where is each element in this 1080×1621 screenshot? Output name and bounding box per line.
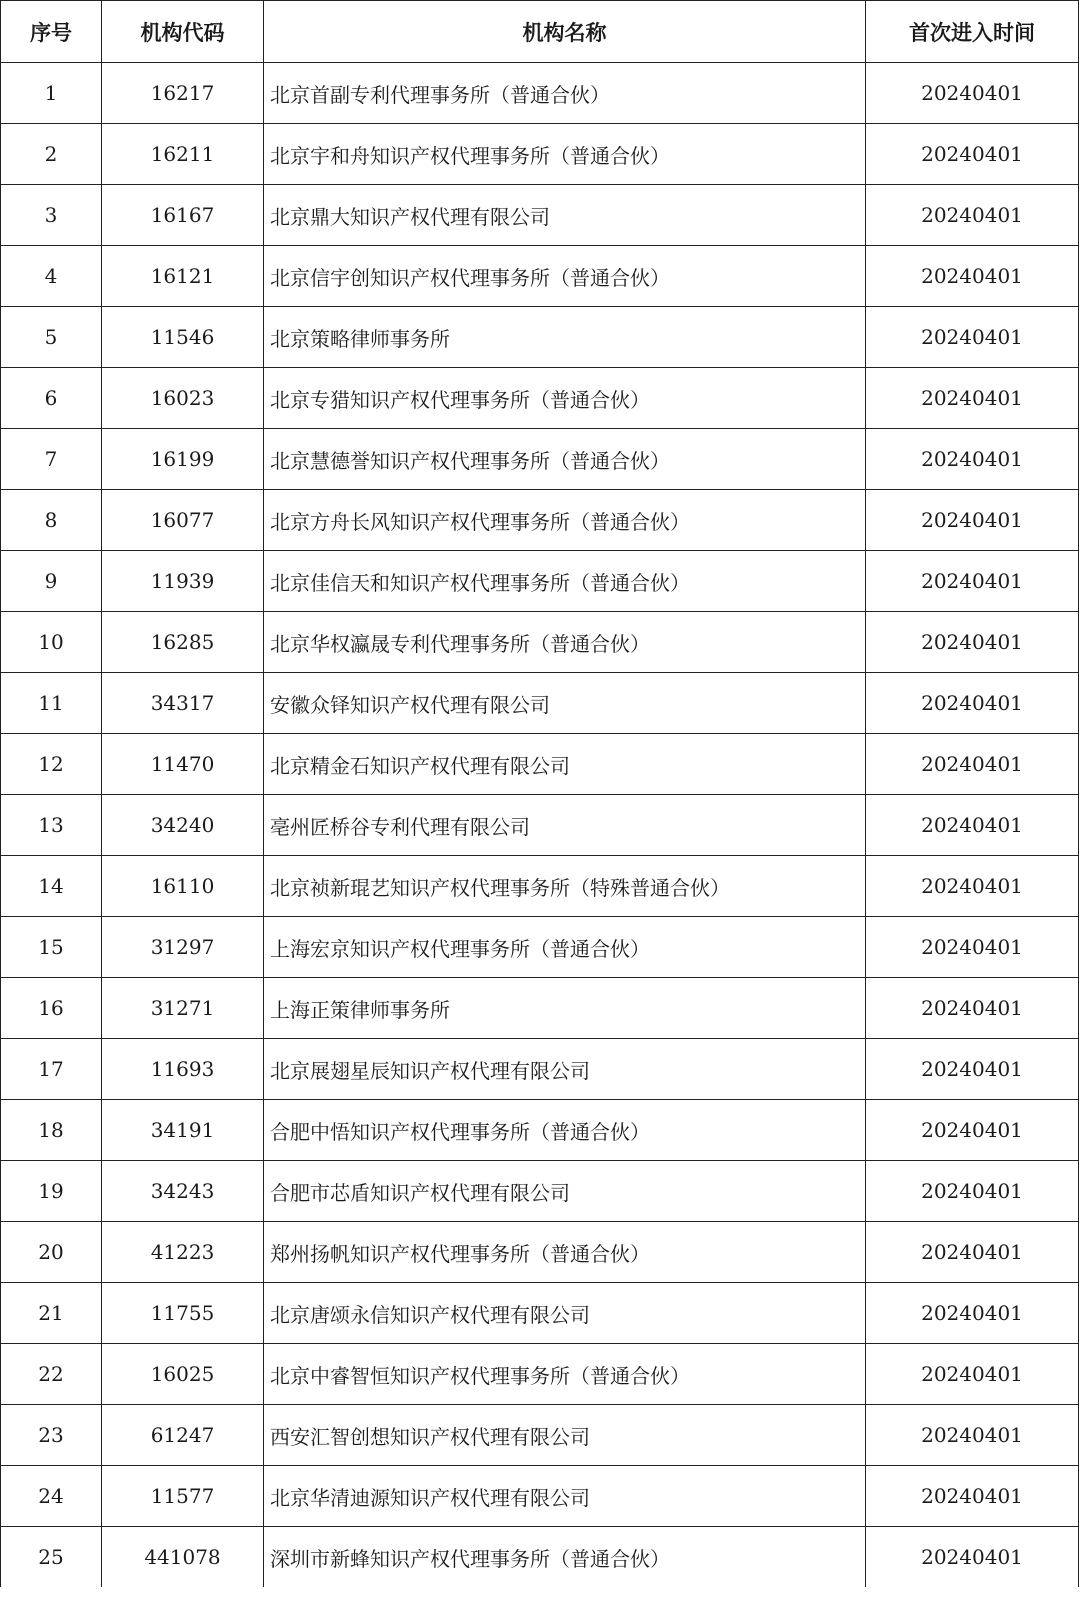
cell-first-entry-time: 20240401 [866,1466,1079,1527]
cell-agency-code: 16211 [102,124,264,185]
cell-first-entry-time: 20240401 [866,978,1079,1039]
cell-agency-code: 16167 [102,185,264,246]
table-row [1,673,1079,734]
cell-serial-number: 15 [1,917,102,978]
cell-serial-number: 25 [1,1527,102,1588]
table-row [1,1344,1079,1405]
cell-agency-code: 16023 [102,368,264,429]
table-header-row [1,1,1079,63]
cell-serial-number: 21 [1,1283,102,1344]
cell-first-entry-time: 20240401 [866,795,1079,856]
cell-agency-code: 31271 [102,978,264,1039]
cell-serial-number: 13 [1,795,102,856]
header-first-entry-time: 首次进入时间 [866,1,1079,63]
cell-first-entry-time: 20240401 [866,673,1079,734]
table-row [1,124,1079,185]
cell-serial-number: 7 [1,429,102,490]
cell-serial-number: 8 [1,490,102,551]
cell-agency-name: 合肥市芯盾知识产权代理有限公司 [264,1161,866,1222]
cell-first-entry-time: 20240401 [866,1283,1079,1344]
cell-first-entry-time: 20240401 [866,1222,1079,1283]
cell-agency-code: 34317 [102,673,264,734]
cell-agency-code: 16285 [102,612,264,673]
cell-agency-name: 安徽众铎知识产权代理有限公司 [264,673,866,734]
cell-agency-name: 上海宏京知识产权代理事务所（普通合伙） [264,917,866,978]
cell-agency-code: 16121 [102,246,264,307]
cell-serial-number: 5 [1,307,102,368]
cell-first-entry-time: 20240401 [866,307,1079,368]
cell-serial-number: 14 [1,856,102,917]
cell-agency-code: 16025 [102,1344,264,1405]
cell-agency-code: 441078 [102,1527,264,1588]
table-row [1,734,1079,795]
cell-agency-name: 北京鼎大知识产权代理有限公司 [264,185,866,246]
cell-agency-code: 61247 [102,1405,264,1466]
table-row [1,978,1079,1039]
cell-serial-number: 20 [1,1222,102,1283]
cell-first-entry-time: 20240401 [866,429,1079,490]
cell-serial-number: 18 [1,1100,102,1161]
cell-serial-number: 22 [1,1344,102,1405]
cell-agency-code: 34243 [102,1161,264,1222]
table-row [1,368,1079,429]
cell-agency-name: 北京策略律师事务所 [264,307,866,368]
table-row [1,1283,1079,1344]
cell-first-entry-time: 20240401 [866,124,1079,185]
cell-agency-name: 北京宇和舟知识产权代理事务所（普通合伙） [264,124,866,185]
cell-serial-number: 16 [1,978,102,1039]
cell-first-entry-time: 20240401 [866,1100,1079,1161]
table-row [1,1527,1079,1588]
cell-agency-name: 北京首副专利代理事务所（普通合伙） [264,63,866,124]
cell-agency-name: 西安汇智创想知识产权代理有限公司 [264,1405,866,1466]
cell-serial-number: 1 [1,63,102,124]
cell-agency-code: 16110 [102,856,264,917]
cell-first-entry-time: 20240401 [866,612,1079,673]
table-row [1,1222,1079,1283]
cell-first-entry-time: 20240401 [866,1527,1079,1588]
table-row [1,1405,1079,1466]
cell-agency-code: 16199 [102,429,264,490]
cell-agency-code: 11577 [102,1466,264,1527]
cell-agency-code: 34240 [102,795,264,856]
cell-agency-name: 亳州匠桥谷专利代理有限公司 [264,795,866,856]
header-agency-name: 机构名称 [264,1,866,63]
cell-agency-code: 16217 [102,63,264,124]
cell-first-entry-time: 20240401 [866,917,1079,978]
cell-first-entry-time: 20240401 [866,368,1079,429]
table-row [1,795,1079,856]
cell-agency-name: 郑州扬帆知识产权代理事务所（普通合伙） [264,1222,866,1283]
header-agency-code: 机构代码 [102,1,264,63]
cell-agency-name: 北京佳信天和知识产权代理事务所（普通合伙） [264,551,866,612]
cell-serial-number: 23 [1,1405,102,1466]
table-row [1,917,1079,978]
cell-agency-name: 北京信宇创知识产权代理事务所（普通合伙） [264,246,866,307]
cell-agency-code: 16077 [102,490,264,551]
cell-first-entry-time: 20240401 [866,1344,1079,1405]
cell-first-entry-time: 20240401 [866,63,1079,124]
cell-serial-number: 9 [1,551,102,612]
cell-agency-name: 深圳市新蜂知识产权代理事务所（普通合伙） [264,1527,866,1588]
cell-first-entry-time: 20240401 [866,1039,1079,1100]
cell-agency-name: 北京专猎知识产权代理事务所（普通合伙） [264,368,866,429]
cell-serial-number: 6 [1,368,102,429]
cell-serial-number: 2 [1,124,102,185]
cell-agency-code: 11939 [102,551,264,612]
cell-agency-name: 北京华权瀛晟专利代理事务所（普通合伙） [264,612,866,673]
cell-first-entry-time: 20240401 [866,1405,1079,1466]
cell-agency-code: 11546 [102,307,264,368]
cell-first-entry-time: 20240401 [866,856,1079,917]
cell-serial-number: 24 [1,1466,102,1527]
cell-agency-name: 北京慧德誉知识产权代理事务所（普通合伙） [264,429,866,490]
cell-first-entry-time: 20240401 [866,185,1079,246]
cell-first-entry-time: 20240401 [866,1161,1079,1222]
cell-serial-number: 3 [1,185,102,246]
table-row [1,429,1079,490]
cell-first-entry-time: 20240401 [866,551,1079,612]
table-row [1,63,1079,124]
cell-serial-number: 4 [1,246,102,307]
cell-agency-name: 北京方舟长风知识产权代理事务所（普通合伙） [264,490,866,551]
cell-first-entry-time: 20240401 [866,734,1079,795]
cell-serial-number: 19 [1,1161,102,1222]
table-row [1,1161,1079,1222]
cell-serial-number: 10 [1,612,102,673]
table-row [1,856,1079,917]
table-row [1,1039,1079,1100]
cell-agency-name: 北京唐颂永信知识产权代理有限公司 [264,1283,866,1344]
cell-agency-name: 北京展翅星辰知识产权代理有限公司 [264,1039,866,1100]
cell-agency-code: 31297 [102,917,264,978]
cell-first-entry-time: 20240401 [866,490,1079,551]
cell-agency-name: 上海正策律师事务所 [264,978,866,1039]
cell-first-entry-time: 20240401 [866,246,1079,307]
table-row [1,1100,1079,1161]
table-body [1,63,1079,1588]
cell-agency-name: 北京中睿智恒知识产权代理事务所（普通合伙） [264,1344,866,1405]
cell-agency-code: 11693 [102,1039,264,1100]
cell-agency-code: 34191 [102,1100,264,1161]
table-row [1,246,1079,307]
cell-agency-name: 北京华清迪源知识产权代理有限公司 [264,1466,866,1527]
table-row [1,612,1079,673]
cell-serial-number: 17 [1,1039,102,1100]
cell-agency-code: 41223 [102,1222,264,1283]
cell-agency-name: 北京祯新琨艺知识产权代理事务所（特殊普通合伙） [264,856,866,917]
table-row [1,551,1079,612]
cell-agency-name: 北京精金石知识产权代理有限公司 [264,734,866,795]
table-row [1,1466,1079,1527]
cell-agency-name: 合肥中悟知识产权代理事务所（普通合伙） [264,1100,866,1161]
table-row [1,185,1079,246]
cell-serial-number: 11 [1,673,102,734]
header-serial-number: 序号 [1,1,102,63]
cell-agency-code: 11755 [102,1283,264,1344]
table-row [1,307,1079,368]
table-row [1,490,1079,551]
cell-agency-code: 11470 [102,734,264,795]
cell-serial-number: 12 [1,734,102,795]
